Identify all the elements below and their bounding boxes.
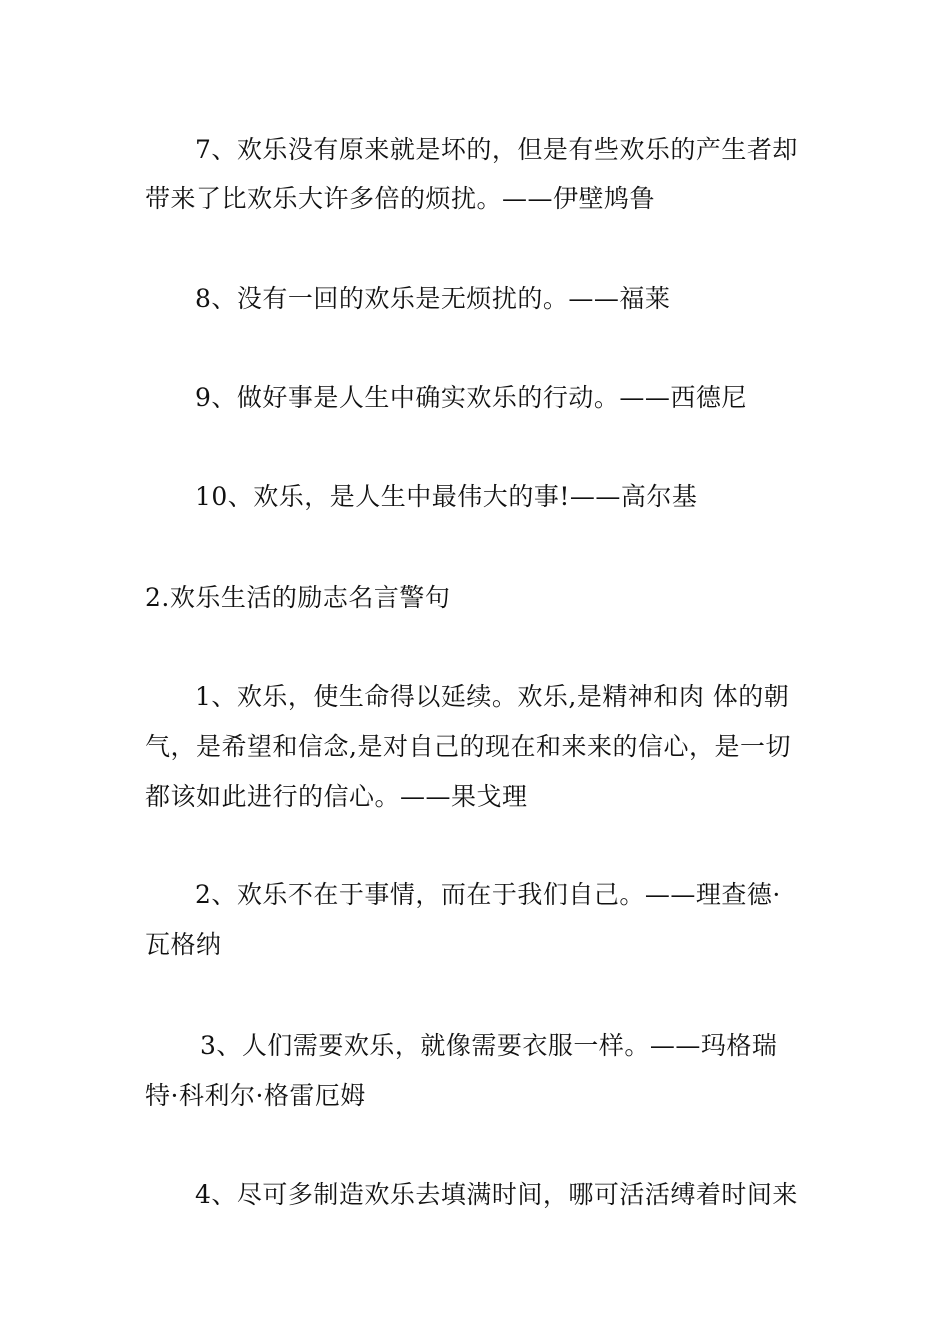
quote-10: 10、欢乐，是人生中最伟大的事!——高尔基 xyxy=(195,482,698,511)
quote-2-line-2: 瓦格纳 xyxy=(145,930,222,959)
quote-7-line-2: 带来了比欢乐大许多倍的烦扰。——伊壁鸠鲁 xyxy=(145,184,656,213)
quote-1-line-1: 1、欢乐，使生命得以延续。欢乐,是精神和肉 体的朝 xyxy=(195,682,790,711)
quote-1-line-2: 气，是希望和信念,是对自己的现在和来来的信心，是一切 xyxy=(145,732,791,761)
quote-4-line-1: 4、尽可多制造欢乐去填满时间，哪可活活缚着时间来 xyxy=(195,1180,798,1209)
quote-7-line-1: 7、欢乐没有原来就是坏的，但是有些欢乐的产生者却 xyxy=(195,135,798,164)
quote-1-line-3: 都该如此进行的信心。——果戈理 xyxy=(145,782,528,811)
quote-3-line-2: 特·科利尔·格雷厄姆 xyxy=(145,1081,366,1110)
quote-9: 9、做好事是人生中确实欢乐的行动。——西德尼 xyxy=(195,383,747,412)
quote-2-line-1: 2、欢乐不在于事情，而在于我们自己。——理查德· xyxy=(195,880,781,909)
quote-3-line-1: 3、人们需要欢乐，就像需要衣服一样。——玛格瑞 xyxy=(200,1031,778,1060)
quote-8: 8、没有一回的欢乐是无烦扰的。——福莱 xyxy=(195,284,671,313)
section-heading: 2.欢乐生活的励志名言警句 xyxy=(145,583,451,612)
